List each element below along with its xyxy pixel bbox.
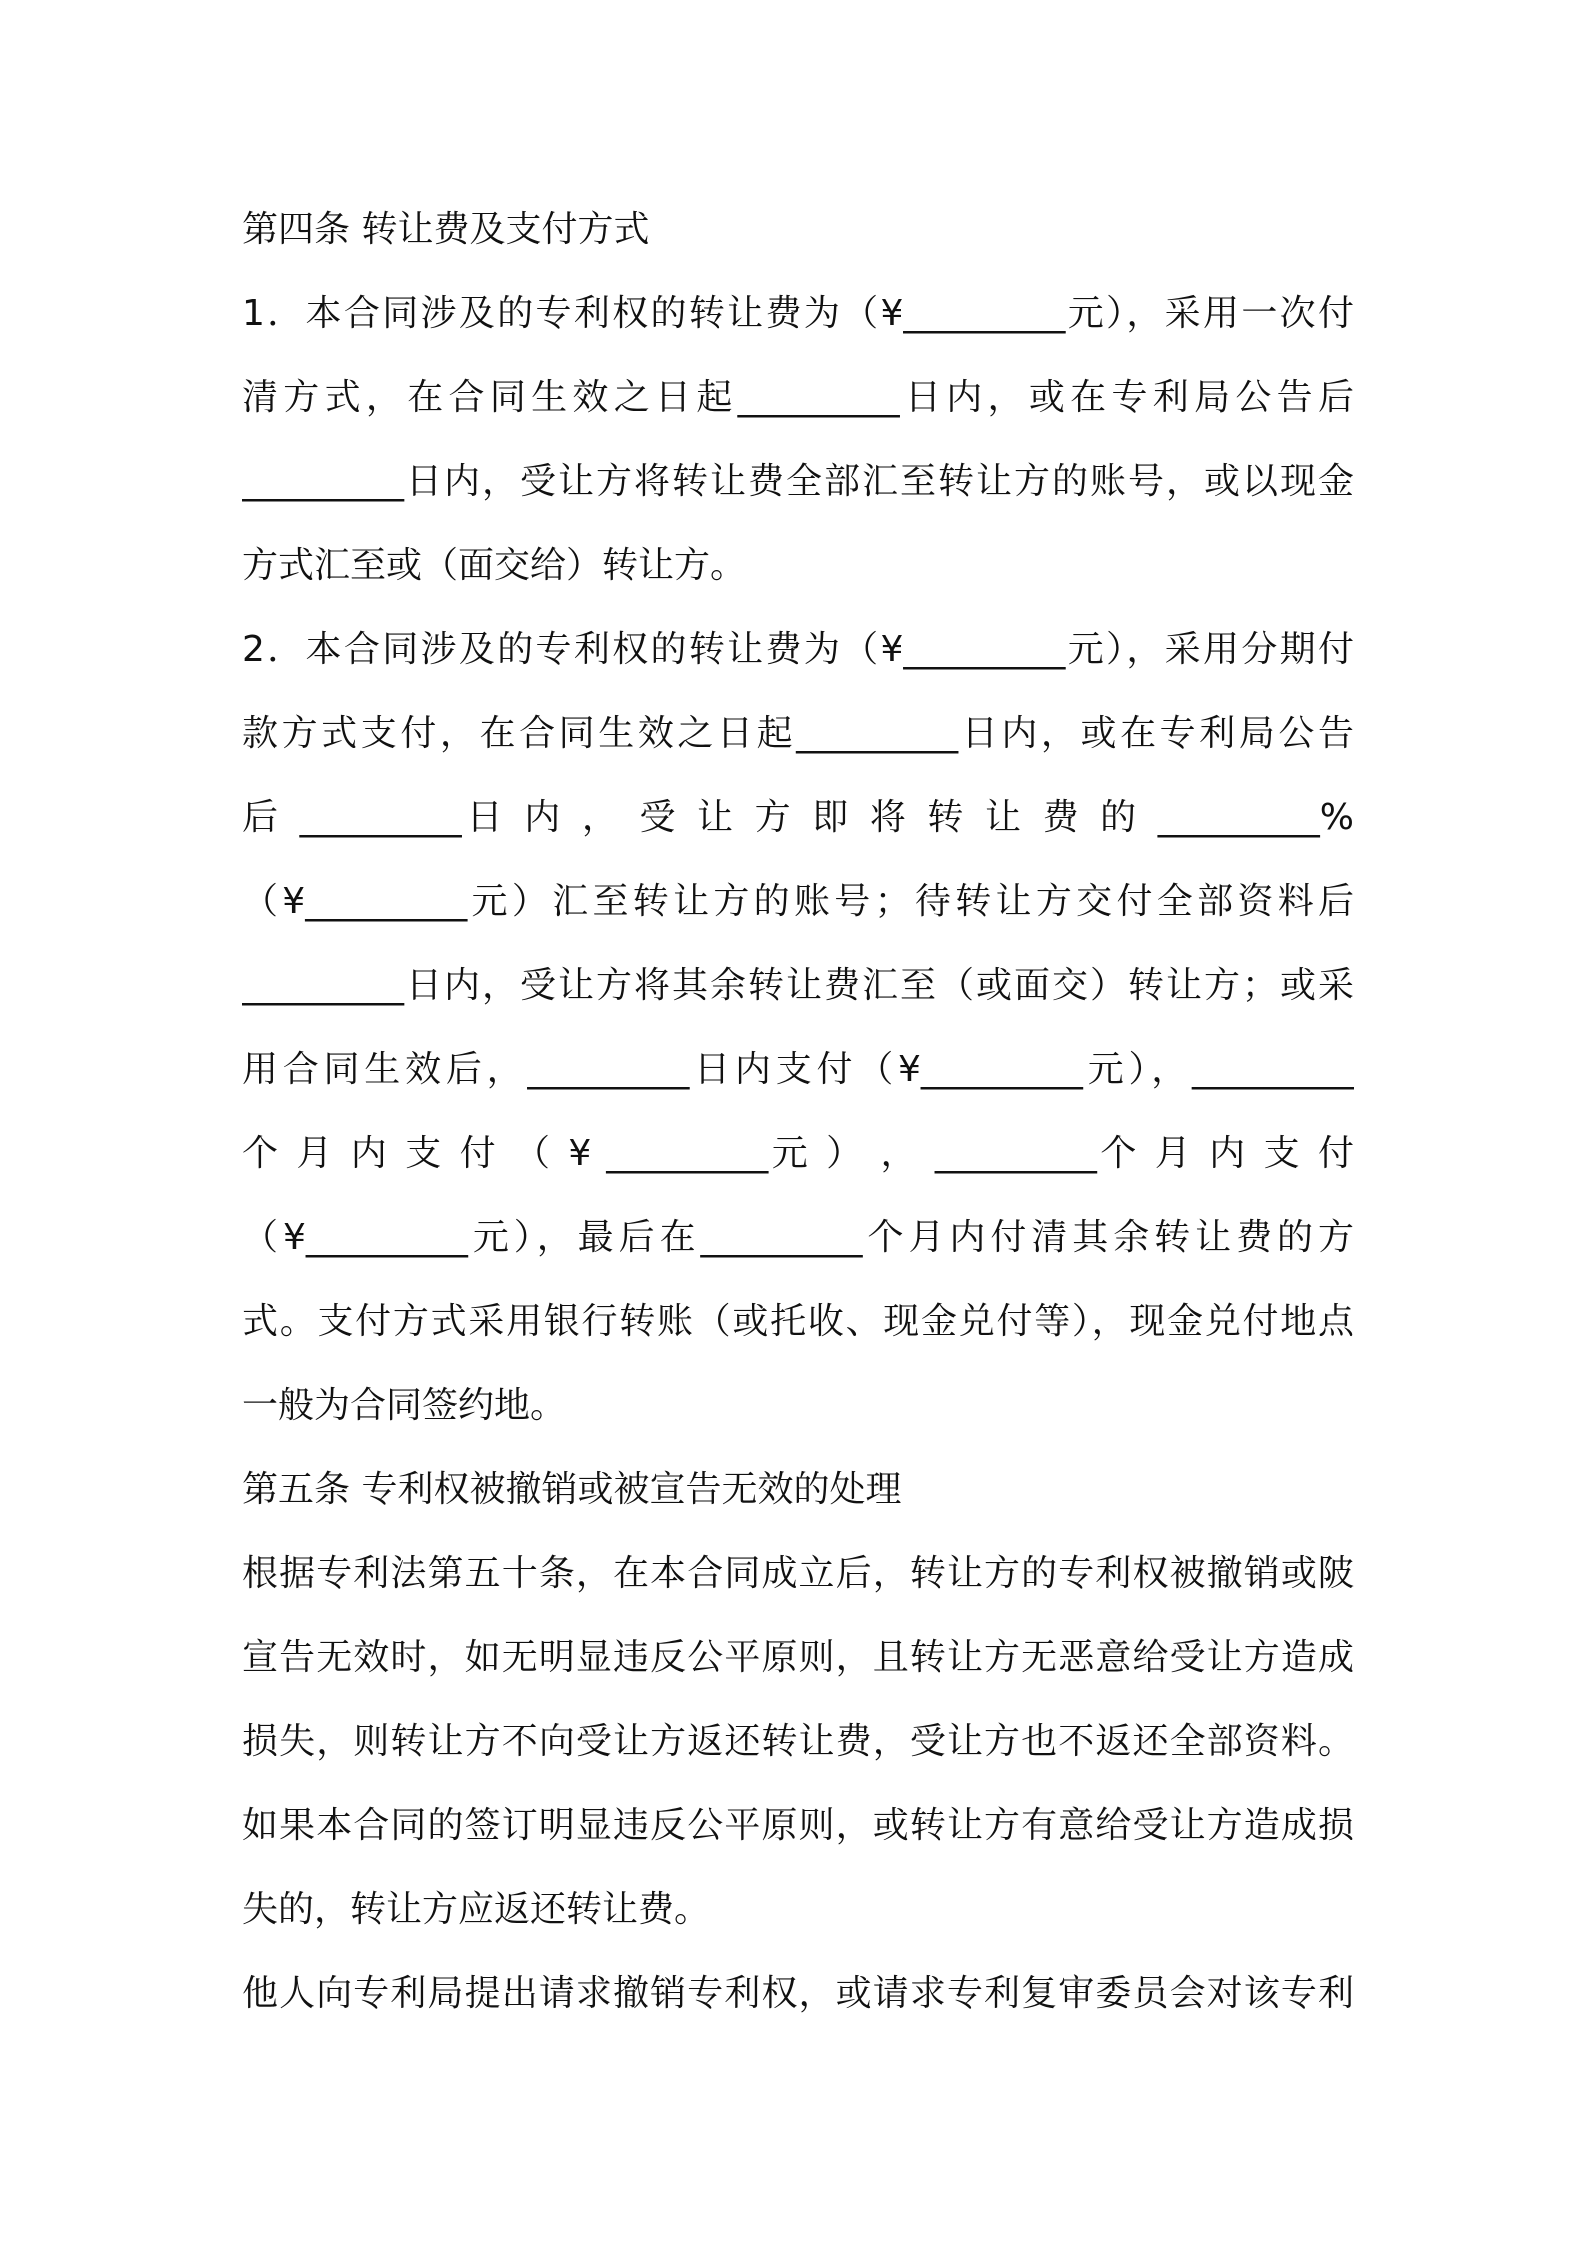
- paragraph-line: 2．本合同涉及的专利权的转让费为（¥_________元），采用分期付: [242, 629, 1354, 670]
- paragraph-line: 款方式支付，在合同生效之日起_________日内，或在专利局公告: [242, 713, 1354, 754]
- paragraph-line: 宣告无效时，如无明显违反公平原则，且转让方无恶意给受让方造成: [242, 1637, 1354, 1678]
- article-4-heading: 第四条 转让费及支付方式: [242, 209, 650, 250]
- paragraph-line: 方式汇至或（面交给）转让方。: [242, 545, 747, 586]
- paragraph-line: 清方式，在合同生效之日起_________日内，或在专利局公告后: [242, 377, 1354, 418]
- paragraph-line: 如果本合同的签订明显违反公平原则，或转让方有意给受让方造成损: [242, 1805, 1354, 1846]
- paragraph-line: 损失，则转让方不向受让方返还转让费，受让方也不返还全部资料。: [242, 1721, 1354, 1762]
- paragraph-line: _________日内，受让方将其余转让费汇至（或面交）转让方；或采: [242, 965, 1354, 1006]
- paragraph-line: 式。支付方式采用银行转账（或托收、现金兑付等），现金兑付地点: [242, 1301, 1354, 1342]
- paragraph-line: 个 月 内 支 付 （ ¥ _________元 ） ， _________个 月 内 支 付: [242, 1133, 1354, 1174]
- paragraph-line: 一般为合同签约地。: [242, 1385, 567, 1426]
- paragraph-line: _________日内，受让方将转让费全部汇至转让方的账号，或以现金: [242, 461, 1354, 502]
- paragraph-line: （¥_________元）汇至转让方的账号；待转让方交付全部资料后: [242, 881, 1354, 922]
- paragraph-line: 1．本合同涉及的专利权的转让费为（¥_________元），采用一次付: [242, 293, 1354, 334]
- paragraph-line: （¥_________元），最后在_________个月内付清其余转让费的方: [242, 1217, 1354, 1258]
- paragraph-line: 后 _________日 内 ， 受 让 方 即 将 转 让 费 的 _________%: [242, 797, 1354, 838]
- article-5-heading: 第五条 专利权被撤销或被宣告无效的处理: [242, 1469, 902, 1510]
- paragraph-line: 用合同生效后，_________日内支付（¥_________元），_________: [242, 1049, 1354, 1090]
- paragraph-line: 他人向专利局提出请求撤销专利权，或请求专利复审委员会对该专利: [242, 1973, 1354, 2014]
- document-page: [242, 200, 1354, 2048]
- paragraph-line: 失的，转让方应返还转让费。: [242, 1889, 711, 1930]
- paragraph-line: 根据专利法第五十条，在本合同成立后，转让方的专利权被撤销或陂: [242, 1553, 1354, 1594]
